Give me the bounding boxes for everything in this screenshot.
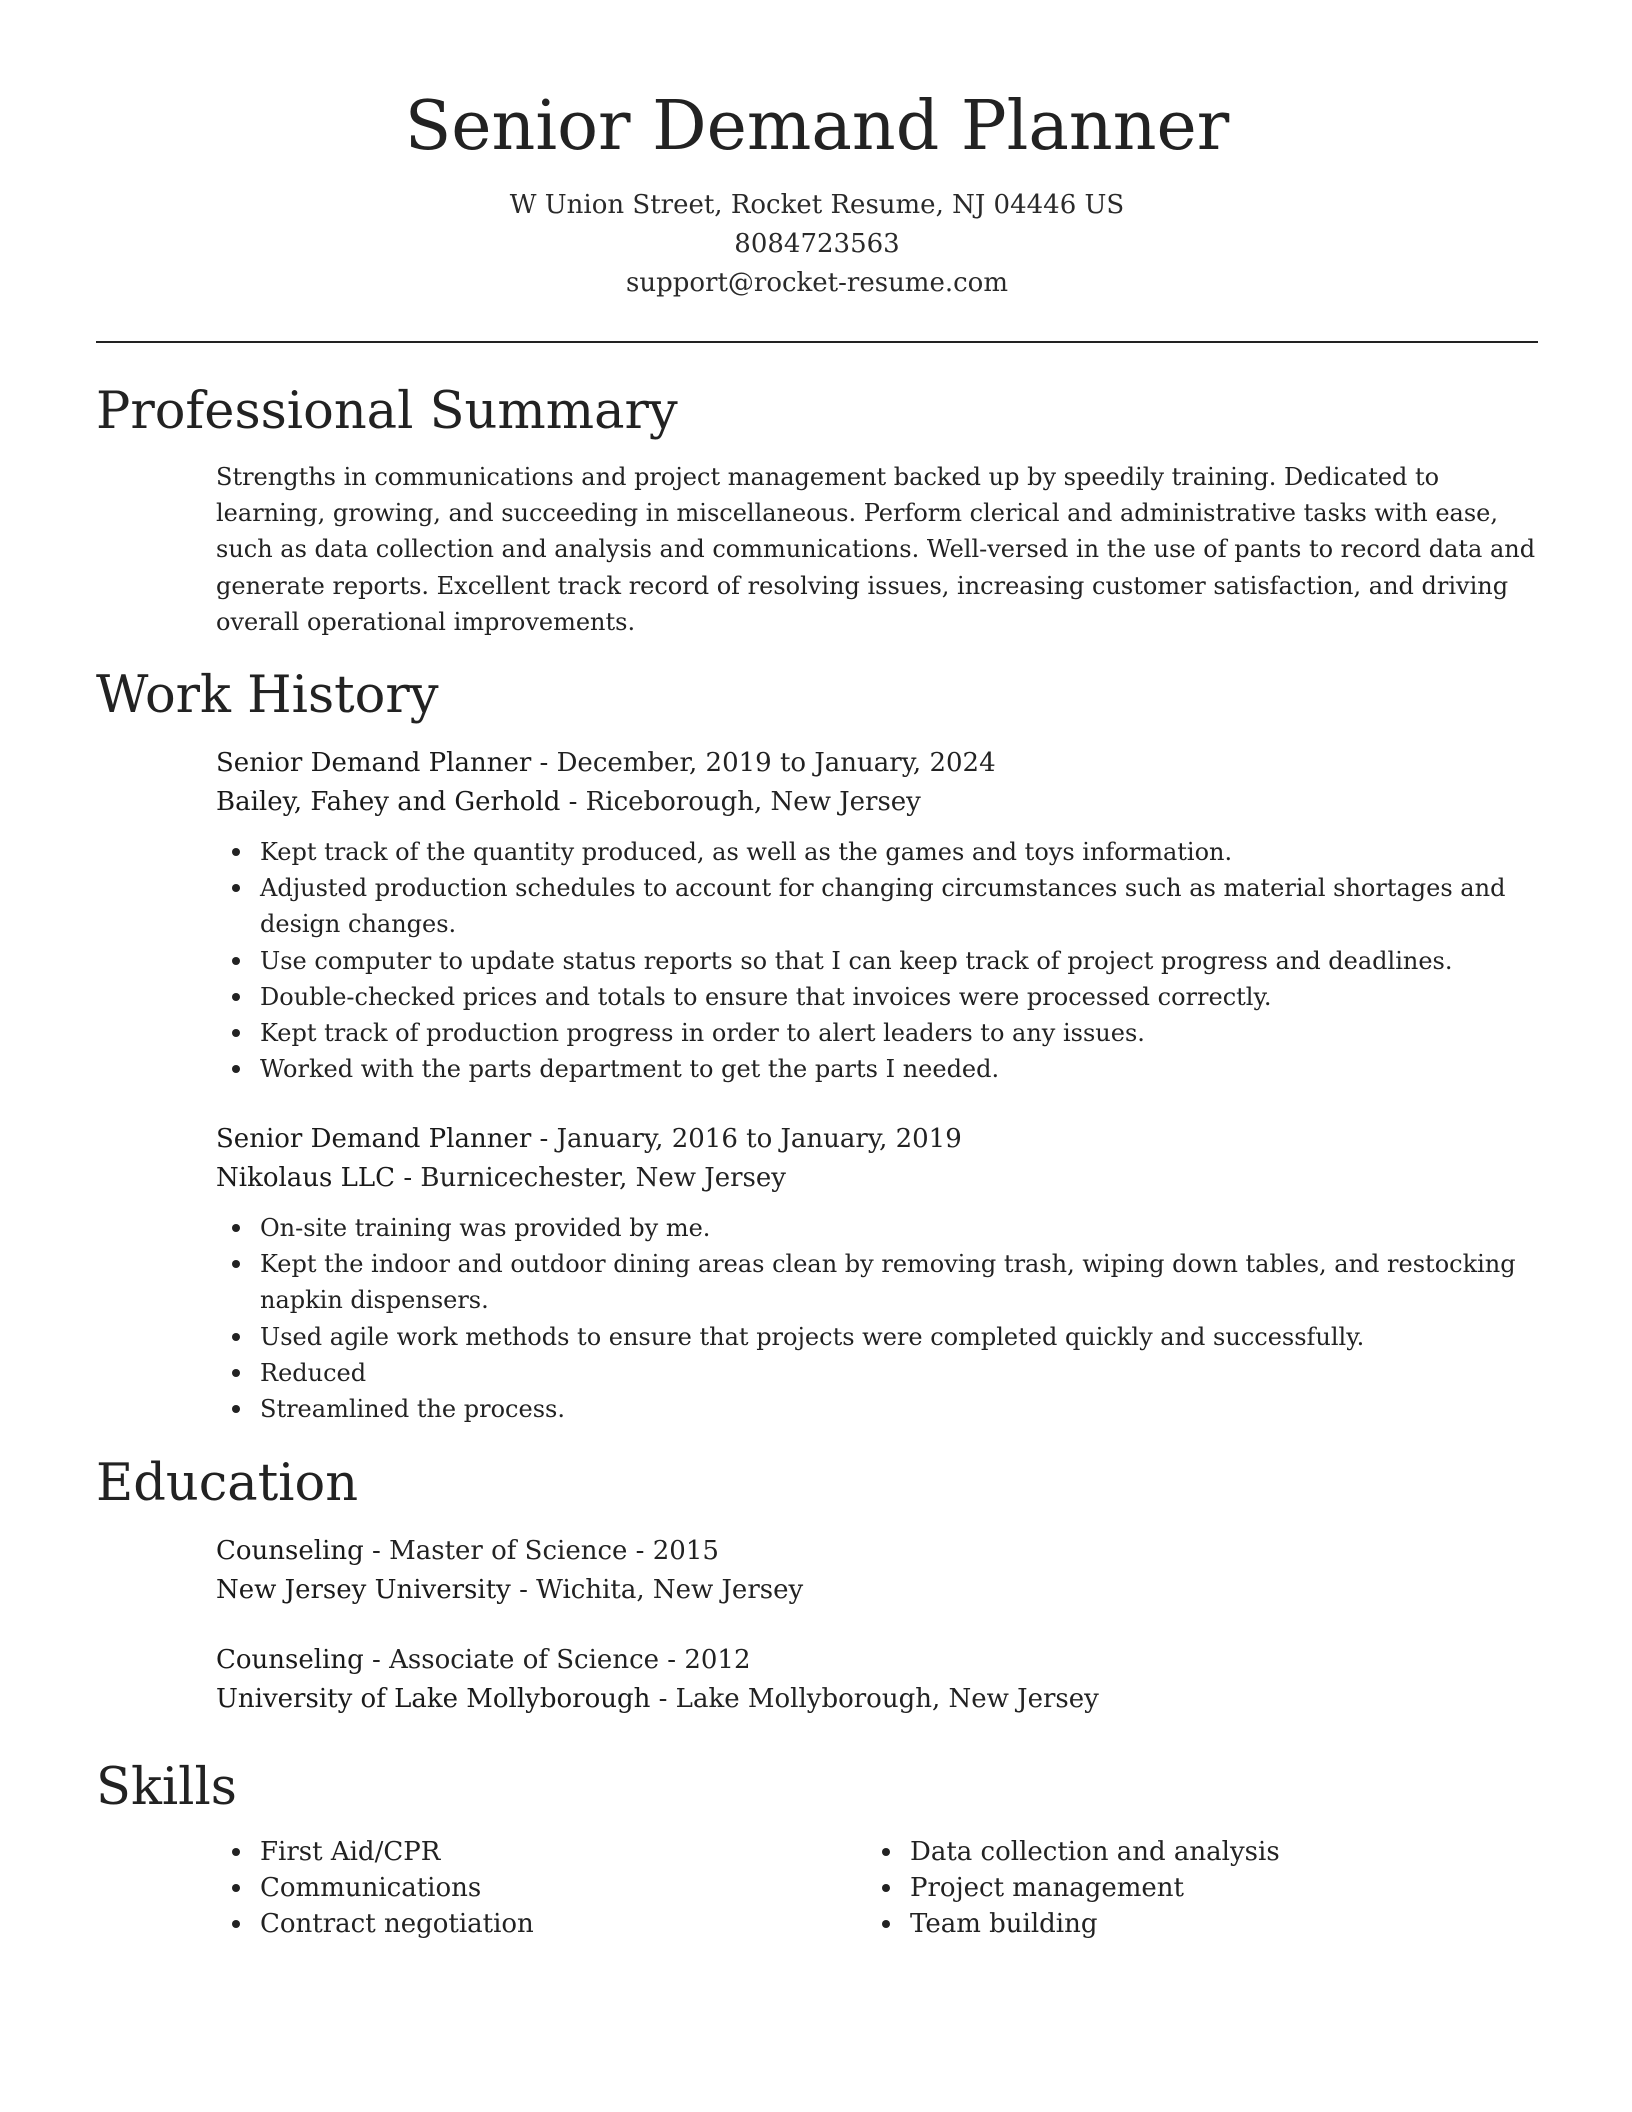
summary-heading: Professional Summary [96,382,678,441]
company-location: - Riceborough, New Jersey [560,787,921,817]
degree-year: - Associate of Science - 2012 [363,1645,751,1675]
bullet-icon [232,993,240,1001]
job-company-line [216,783,1538,822]
company-name: Bailey, Fahey and Gerhold [216,787,561,817]
degree-field: Counseling [216,1645,364,1675]
bullet-icon [232,1369,240,1377]
work-history-heading: Work History [96,666,439,725]
degree-year: - Master of Science - 2015 [363,1536,719,1566]
school-name: University of Lake Mollyborough [216,1684,651,1714]
bullet-icon [232,1405,240,1413]
school-name: New Jersey University [216,1575,511,1605]
summary-text: Strengths in communications and project management backed up by speedily training. Dedicated to learning, growing, and succeeding in miscellaneous. Perform clerical and administrative tasks with ease, such as data collection and analysis and communications. Well-versed in the use of pants to record data and generate reports. Excellent track record of resolving issues, increasing customer satisfaction, and driving overall operational improvements. [216,463,1536,636]
education-entry-2 [216,1641,1538,1719]
bullet-icon [232,848,240,856]
skill-item: Communications [216,1870,856,1906]
school-location: - Wichita, New Jersey [510,1575,804,1605]
skills-heading: Skills [96,1758,237,1817]
email-text: support@rocket-resume.com [625,268,1008,298]
job-bullets [216,1210,1538,1427]
list-item: Streamlined the process. [216,1391,1538,1427]
job-bullets [216,834,1538,1087]
candidate-name: Senior Demand Planner [404,87,1230,166]
degree-line [216,1641,1538,1680]
bullet-icon [232,1260,240,1268]
job-dates: - December, 2019 to January, 2024 [531,748,996,778]
bullet-icon [232,1884,240,1892]
job-title-line [216,1120,1538,1159]
job-title: Senior Demand Planner [216,1124,532,1154]
company-location: - Burnicechester, New Jersey [395,1163,786,1193]
list-item: Double-checked prices and totals to ensure that invoices were processed correctly. [216,979,1538,1015]
bullet-icon [882,1920,890,1928]
skills-list-left [216,1834,856,1942]
skill-item: Contract negotiation [216,1906,856,1942]
school-location: - Lake Mollyborough, New Jersey [650,1684,1099,1714]
job-dates: - January, 2016 to January, 2019 [531,1124,962,1154]
job-title: Senior Demand Planner [216,748,532,778]
skill-item: First Aid/CPR [216,1834,856,1870]
bullet-icon [232,1029,240,1037]
list-item: Worked with the parts department to get the parts I needed. [216,1051,1538,1087]
list-item: Adjusted production schedules to account for changing circumstances such as material shortages and design changes. [216,870,1538,942]
list-item: Used agile work methods to ensure that projects were completed quickly and successfully. [216,1319,1538,1355]
skill-item: Team building [866,1906,1506,1942]
skill-item: Data collection and analysis [866,1834,1506,1870]
bullet-icon [882,1884,890,1892]
company-name: Nikolaus LLC [216,1163,396,1193]
school-line [216,1680,1538,1719]
skills-list-right [866,1834,1506,1942]
bullet-icon [232,957,240,965]
job-title-line [216,744,1538,783]
contact-info [96,186,1538,303]
job-entry-1 [216,744,1538,1087]
job-company-line [216,1159,1538,1198]
list-item: Use computer to update status reports so that I can keep track of project progress and deadlines. [216,943,1538,979]
degree-field: Counseling [216,1536,364,1566]
skill-item: Project management [866,1870,1506,1906]
address-text: W Union Street, Rocket Resume, NJ 04446 US [509,190,1125,220]
bullet-icon [232,1224,240,1232]
list-item: On-site training was provided by me. [216,1210,1538,1246]
bullet-icon [232,884,240,892]
list-item: Kept track of the quantity produced, as well as the games and toys information. [216,834,1538,870]
header-divider [96,341,1538,343]
school-line [216,1571,1538,1610]
phone-text: 8084723563 [734,229,900,259]
list-item: Reduced [216,1355,1538,1391]
education-entry-1 [216,1532,1538,1610]
resume-header [96,86,1538,303]
degree-line [216,1532,1538,1571]
bullet-icon [232,1333,240,1341]
job-entry-2 [216,1120,1538,1427]
bullet-icon [882,1848,890,1856]
bullet-icon [232,1920,240,1928]
list-item: Kept track of production progress in order to alert leaders to any issues. [216,1015,1538,1051]
bullet-icon [232,1065,240,1073]
education-heading: Education [96,1454,359,1513]
bullet-icon [232,1848,240,1856]
list-item: Kept the indoor and outdoor dining areas clean by removing trash, wiping down tables, and restocking napkin dispensers. [216,1246,1538,1318]
